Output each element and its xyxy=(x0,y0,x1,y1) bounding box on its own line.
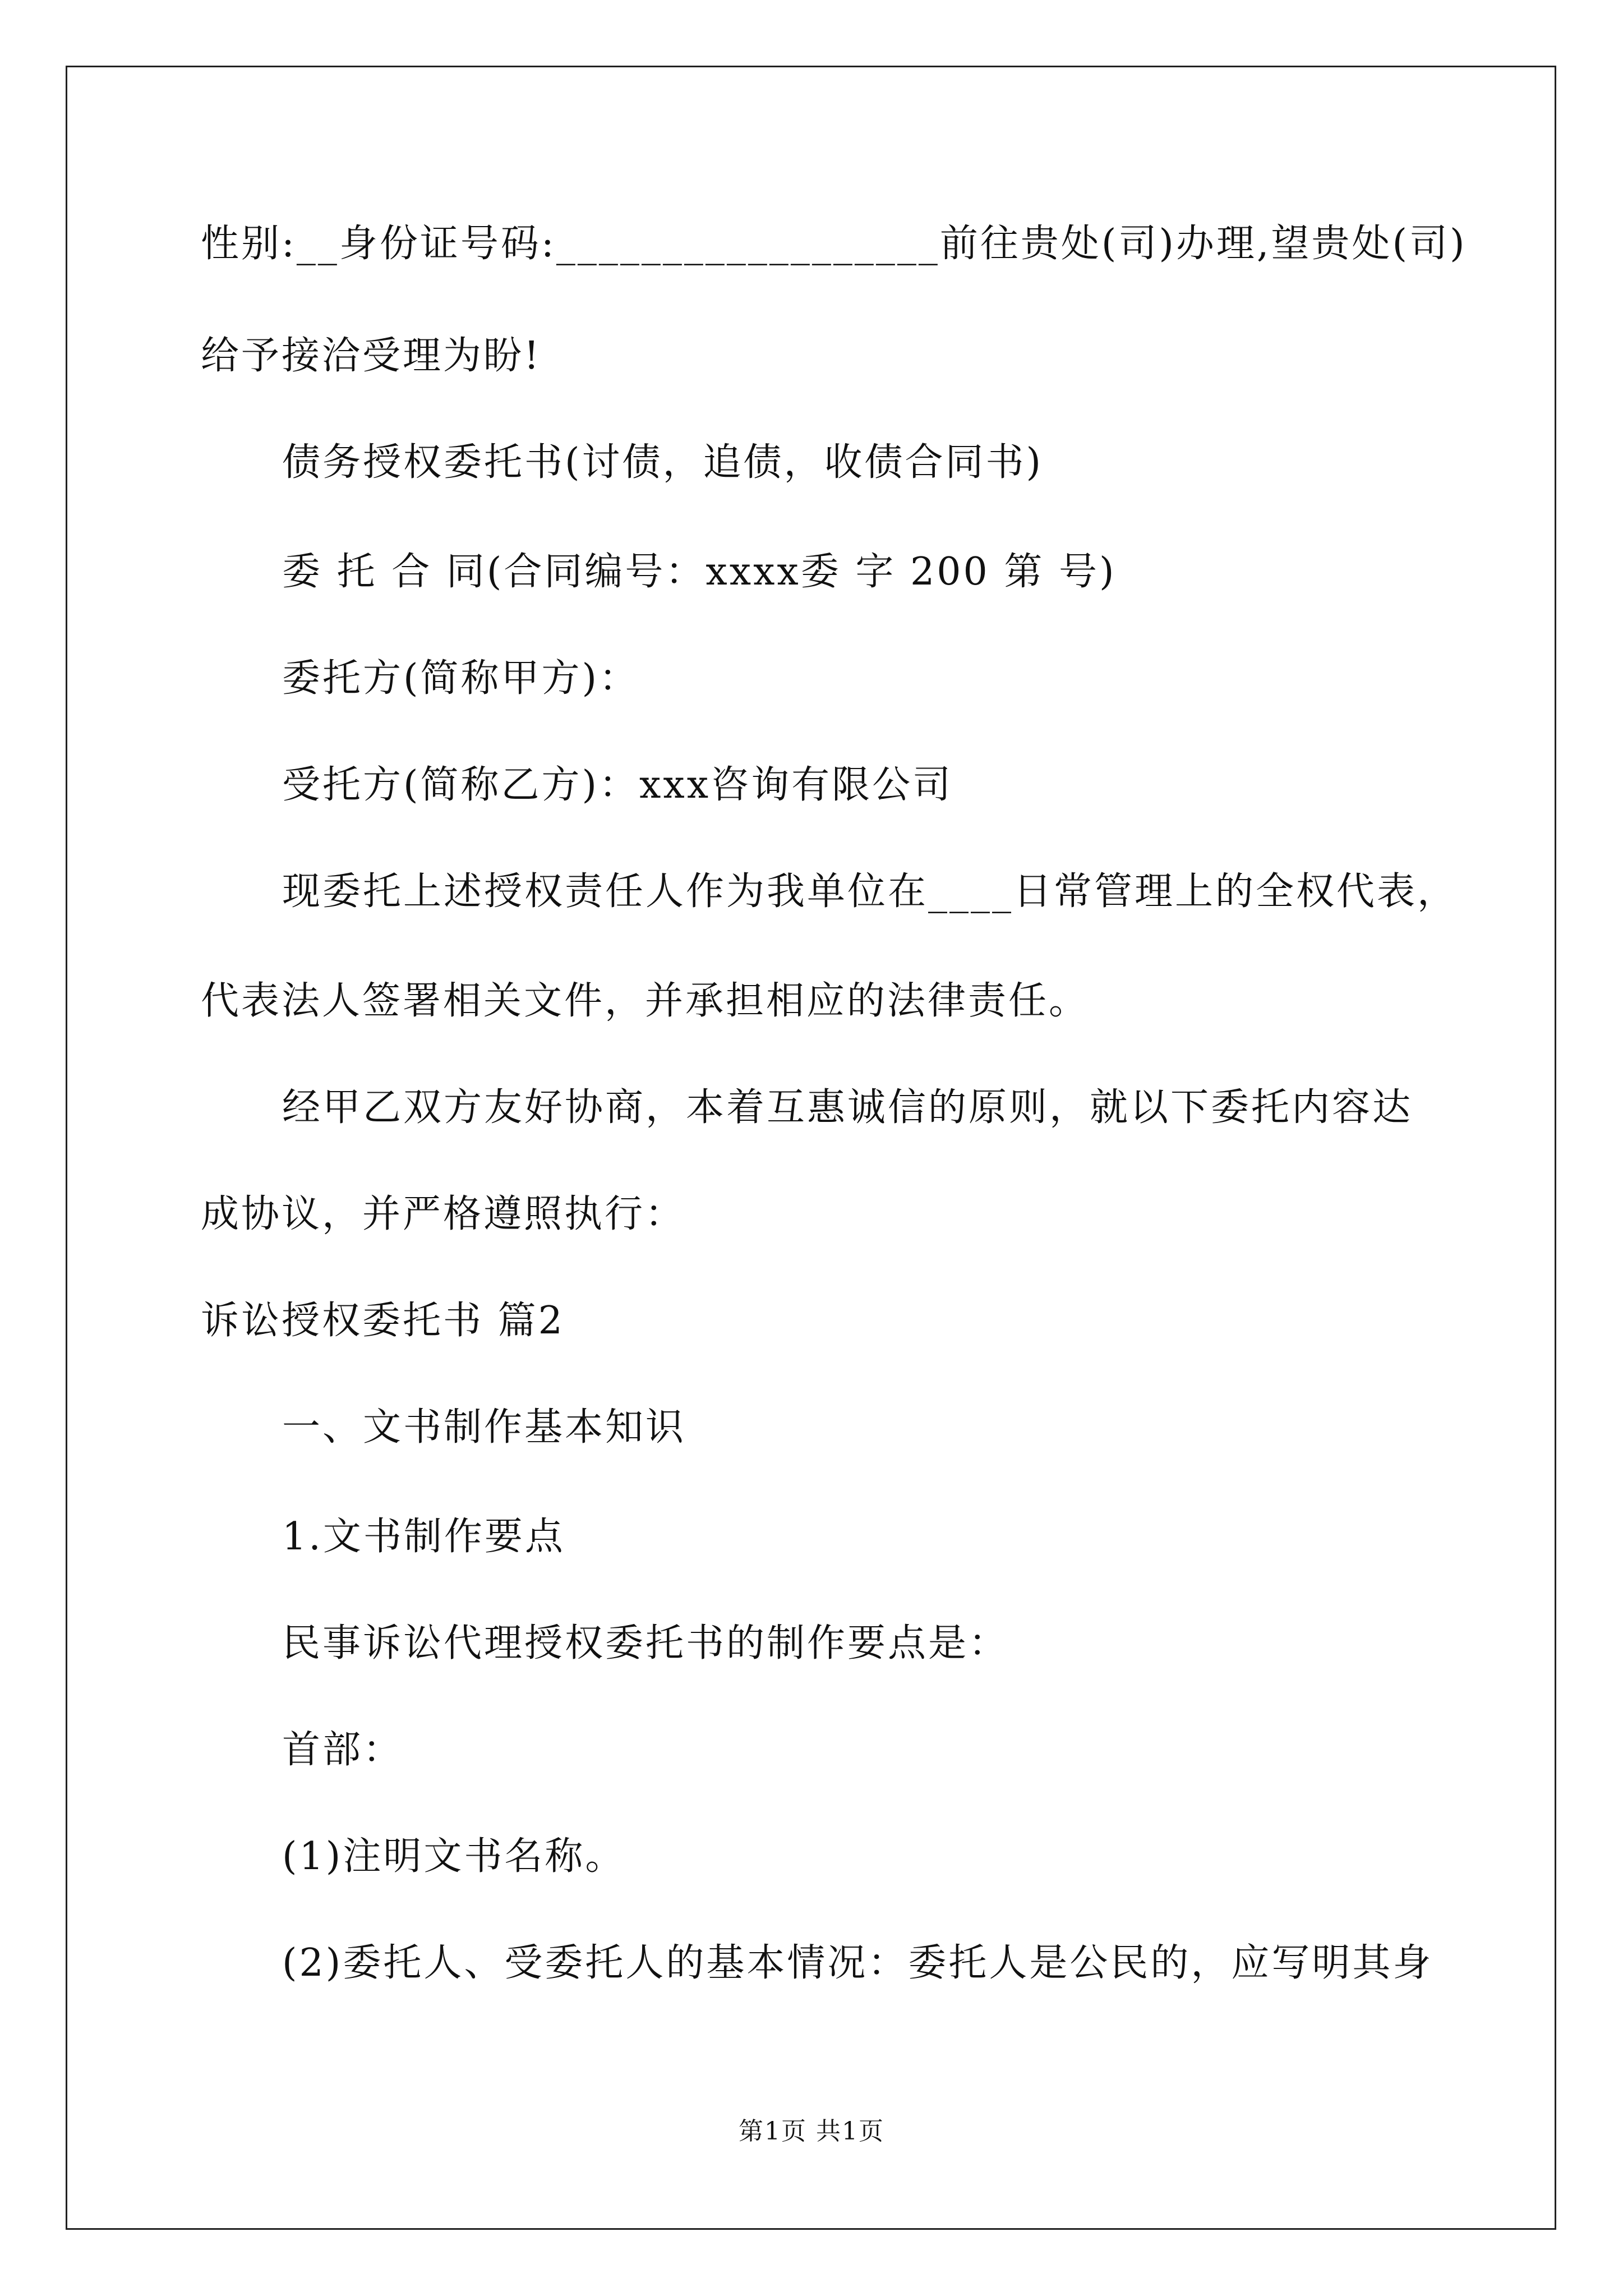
text-line-gender-id: 性别:__身份证号码:__________________前往贵处(司)办理,望贵处(司) xyxy=(201,222,1467,266)
page-border xyxy=(66,66,1556,2230)
text-line-civil-litigation: 民事诉讼代理授权委托书的制作要点是： xyxy=(282,1621,1009,1665)
text-line-header-part: 首部： xyxy=(282,1728,404,1772)
section-heading: 诉讼授权委托书 篇2 xyxy=(201,1299,565,1343)
text-line-debt-title: 债务授权委托书(讨债，追债，收债合同书) xyxy=(282,440,1044,485)
text-line-legal-duty: 代表法人签署相关文件，并承担相应的法律责任。 xyxy=(201,979,1090,1023)
text-line-authorization: 现委托上述授权责任人作为我单位在____日常管理上的全权代表， xyxy=(282,869,1458,914)
text-line-key-points: 1.文书制作要点 xyxy=(282,1515,565,1559)
text-line-principal: 委托方(简称甲方)： xyxy=(282,656,640,701)
page-footer: 第1页 共1页 xyxy=(739,2117,884,2146)
text-line-agreement: 成协议，并严格遵照执行： xyxy=(201,1192,686,1236)
text-line-item-1: (1)注明文书名称。 xyxy=(282,1834,626,1879)
text-line-negotiation: 经甲乙双方友好协商，本着互惠诚信的原则，就以下委托内容达 xyxy=(282,1085,1413,1130)
text-line-basic-knowledge: 一、文书制作基本知识 xyxy=(282,1405,686,1450)
text-line-reception: 给予接洽受理为盼! xyxy=(201,334,542,378)
text-line-item-2: (2)委托人、受委托人的基本情况：委托人是公民的，应写明其身 xyxy=(282,1941,1433,1985)
text-line-contract-number: 委 托 合 同(合同编号：xxxx委 字 200 第 号) xyxy=(282,550,1117,594)
text-line-agent: 受托方(简称乙方)：xxx咨询有限公司 xyxy=(282,763,953,807)
